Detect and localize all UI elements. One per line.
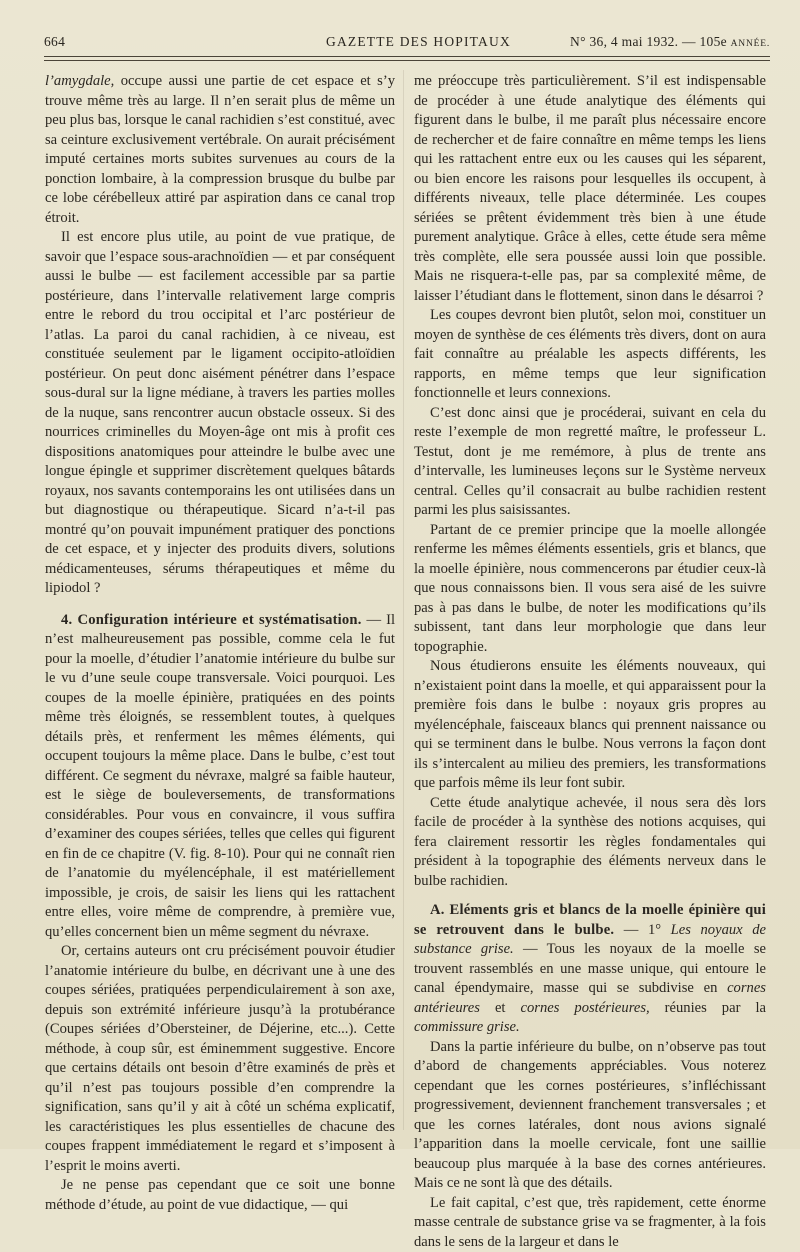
- paragraph-text: et: [480, 1000, 521, 1016]
- paragraph: Il est encore plus utile, au point de vue pratique, de savoir que l’espace sous-arachnoïdien — et par conséquent aussi le bulbe — est facilement accessible par sa partie postérieure, dans l’intervalle relativement large compris entre le rebord du trou occipital et l’arc postérieur de l’atlas. La paroi du canal rachidien, à ce niveau, est constituée seulement par le ligament occipito-atloïdien postérieur. On peut donc aisément pénétrer dans l’espace sous-dural sur la ligne médiane, à travers les parties molles de la nuque, sans rencontrer aucun obstacle osseux. Si des nourrices criminelles du Moyen-âge ont mis à profit ces dispositions anatomiques pour atteindre le bulbe avec une longue épingle et supprimer discrètement quelques bâtards royaux, nos savants contemporains les ont utilisées dans un but diagnostique ou thérapeutique. Sicard n’a-t-il pas montré qu’on pouvait impunément pratiquer des ponctions de cet espace, et y injecter des produits divers, solutions médicamenteuses, sérums thérapeutiques et même du lipiodol ?: [45, 228, 395, 599]
- paragraph: Les coupes devront bien plutôt, selon moi, constituer un moyen de synthèse de ces éléments très divers, dont on aura fait connaître au préalable les aspects différents, les rapports, en même temps que leur signification fonctionnelle et leurs connexions.: [414, 306, 766, 404]
- paragraph-text: — Tous les noyaux de la moelle se trouvent rassemblés en une masse unique, qui entoure le canal épendymaire, masse qui se subdivise en: [414, 941, 766, 996]
- italic-term: Les noyaux de substance grise.: [414, 922, 766, 958]
- right-column: [414, 72, 766, 1252]
- section-heading: 4. Configuration intérieure et systématisation.: [61, 612, 362, 628]
- section-heading: A. Eléments gris et blancs de la moelle épinière qui se retrouvent dans le bulbe.: [414, 902, 766, 938]
- italic-term: commissure grise.: [414, 1019, 520, 1035]
- journal-title: GAZETTE DES HOPITAUX: [326, 34, 511, 50]
- issue-date: N° 36, 4 mai 1932. — 105e: [570, 34, 727, 49]
- paragraph: me préoccupe très particulièrement. S’il est indispensable de procéder à une étude analytique des éléments qui figurent dans le bulbe, il me paraît plus nécessaire encore de rechercher et de faire connaître en même temps les liens qui les rattachent entre eux ou les causes qui les séparent, ou bien encore les raisons pour lesquelles ils occupent, à différents niveaux, telle place déterminée. Les coupes sériées se prêtent évidemment très bien à une étude purement analytique. Grâce à elles, cette étude sera même très complète, elle sera poussée aussi loin que possible. Mais ne risquera-t-elle pas, par sa complexité même, de laisser l’étudiant dans le flottement, sinon dans le désarroi ?: [414, 72, 766, 306]
- paragraph: Nous étudierons ensuite les éléments nouveaux, qui n’existaient point dans la moelle, et qui apparaissent pour la première fois dans le bulbe : noyaux gris propres au myélencéphale, faisceaux blancs qui prennent naissance ou qui se terminent dans le bulbe. Nous verrons la façon dont ils s’intercalent au milieu des premiers, les transformations que parfois même ils leur font subir.: [414, 657, 766, 794]
- issue-info: [570, 34, 770, 50]
- paragraph-text: réunies par la: [650, 1000, 766, 1016]
- italic-term: cornes postérieures,: [520, 1000, 649, 1016]
- paragraph: Le fait capital, c’est que, très rapidement, cette énorme masse centrale de substance grise va se fragmenter, à la fois dans le sens de la largeur et dans le: [414, 1194, 766, 1252]
- paragraph: [45, 72, 395, 228]
- left-column: [45, 72, 395, 1215]
- column-divider: [403, 70, 404, 1130]
- annee-label: ANNÉE.: [731, 39, 770, 49]
- header-rule-bottom: [44, 60, 770, 61]
- paragraph: C’est donc ainsi que je procéderai, suivant en cela du reste l’exemple de mon regretté maître, le professeur L. Testut, dont je me remémore, à plus de trente ans d’intervalle, les lumineuses leçons sur le Système nerveux central. Celles qu’il consacrait au bulbe rachidien restent parmi les plus saisissantes.: [414, 404, 766, 521]
- page-number: 664: [44, 34, 65, 50]
- paragraph: Or, certains auteurs ont cru précisément pouvoir étudier l’anatomie intérieure du bulbe, en décrivant une à une des coupes sériées, pratiquées perpendiculairement à son axe, depuis son extrémité inférieure jusqu’à la protubérance (Coupes sériées d’Obersteiner, de Déjerine, etc...). Cette méthode, à coup sûr, est éminemment suggestive. Encore que certains détails ont besoin d’être examinés de près et qu’il n’est pas toujours possible d’en comprendre la signification, sans qu’il y ait à côté un schéma explicatif, les caractéristiques les plus essentielles de chacune des coupes frappent immédiatement le regard et s’imposent à l’esprit le moins averti.: [45, 942, 395, 1176]
- italic-term: l’amygdale,: [45, 73, 114, 89]
- paragraph: Cette étude analytique achevée, il nous sera dès lors facile de procéder à la synthèse des notions acquises, qui fera clairement ressortir les règles fondamentales qui président à la topographie des éléments nerveux dans le bulbe rachidien.: [414, 794, 766, 892]
- header-rule-top: [44, 56, 770, 57]
- paragraph-text: occupe aussi une partie de cet espace et s’y trouve même très au large. Il n’en serait plus de même un peu plus bas, lorsque le canal rachidien s’est constitué, avec sa ceinture exclusivement vertébrale. On aurait précisément imputé certaines morts subites survenues au cours de la ponction lombaire, à la compression brusque du bulbe par ce lobe cérébelleux attiré par aspiration dans ce canal trop étroit.: [45, 73, 395, 226]
- paragraph: Je ne pense pas cependant que ce soit une bonne méthode d’étude, au point de vue didactique, — qui: [45, 1176, 395, 1215]
- page-header: [44, 34, 770, 52]
- section-paragraph: [414, 901, 766, 1038]
- italic-term: cornes antérieures: [414, 980, 766, 1016]
- paragraph: Dans la partie inférieure du bulbe, on n’observe pas tout d’abord de changements appréciables. Vous noterez cependant que les cornes postérieures, s’infléchissant progressivement, deviennent franchement transversales ; et que les cornes latérales, dont nous avions signalé l’apparition dans la moelle cervicale, font une saillie beaucoup plus marquée à la base des cornes antérieures. Mais ce ne sont là que des détails.: [414, 1038, 766, 1194]
- paragraph-text: — Il n’est malheureusement pas possible, comme cela le fut pour la moelle, d’étudier l’anatomie intérieure du bulbe sur le vu d’une seule coupe transversale. Voici pourquoi. Les coupes de la moelle épinière, pratiquées en des points même très éloignés, se ressemblent toutes, à quelques détails près, et renferment les mêmes éléments, qui occupent toujours la même place. Dans le bulbe, c’est tout différent. Ce segment du névraxe, malgré sa faible hauteur, est le siège de bouleversements, de transformations considérables. Pour vous en convaincre, il vous suffira d’examiner des coupes sériées, telles que celles qui figurent en fin de ce chapitre (V. fig. 8-10). Pour qui ne connaît rien de l’anatomie du myélencéphale, il est matériellement impossible, je crois, de saisir les liens qui les rattachent entre elles, voire même de comprendre, à première vue, qu’elles concernent bien un même segment du névraxe.: [45, 612, 395, 940]
- section-paragraph: [45, 611, 395, 943]
- paragraph-text: — 1°: [614, 922, 670, 938]
- paragraph: Partant de ce premier principe que la moelle allongée renferme les mêmes éléments essentiels, gris et blancs, que la moelle épinière, nous commencerons par étudier ceux-là que nous connaissons bien. Il vous sera aisé de les suivre pas à pas dans le bulbe, de noter les modifications qu’ils subissent, tant dans leur morphologie que dans leur topographie.: [414, 521, 766, 658]
